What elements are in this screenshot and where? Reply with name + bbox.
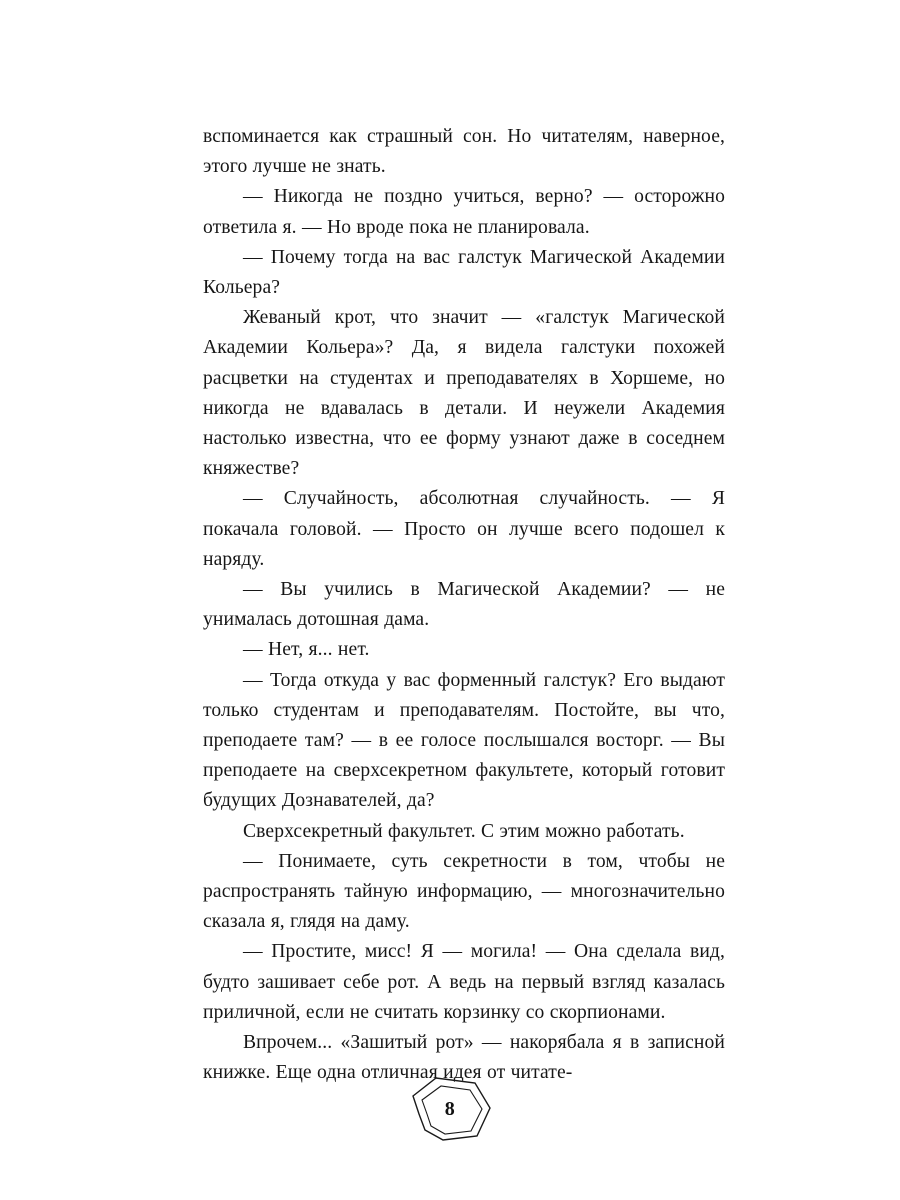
body-text-column bbox=[203, 122, 725, 1089]
paragraph: Жеваный крот, что значит — «галстук Магической Академии Кольера»? Да, я видела галстуки похожей расцветки на студентах и преподавателях в Хоршеме, но никогда не вдавалась в детали. И неужели Академия настолько известна, что ее форму узнают даже в соседнем княжестве? bbox=[203, 307, 725, 480]
paragraph: — Понимаете, суть секретности в том, чтобы не распространять тайную информацию, — многозначительно сказала я, глядя на даму. bbox=[203, 850, 725, 933]
paragraph: — Почему тогда на вас галстук Магической Академии Кольера? bbox=[203, 246, 725, 299]
paragraph: — Никогда не поздно учиться, верно? — осторожно ответила я. — Но вроде пока не планировала. bbox=[203, 186, 725, 238]
paragraph: — Тогда откуда у вас форменный галстук? Его выдают только студентам и преподавателям. Постойте, вы что, преподаете там? — в ее голосе послышался восторг. — Вы преподаете на сверхсекретном факультете, который готовит будущих Дознавателей, да? bbox=[203, 669, 725, 812]
page-number: 8 bbox=[444, 1097, 456, 1120]
page-number-ornament bbox=[403, 1074, 497, 1142]
paragraph: — Простите, мисс! Я — могила! — Она сделала вид, будто зашивает себе рот. А ведь на первый взгляд казалась приличной, если не считать корзинку со скорпионами. bbox=[203, 941, 725, 1023]
paragraph: — Нет, я... нет. bbox=[243, 639, 370, 661]
paragraph: — Вы учились в Магической Академии? — не унималась дотошная дама. bbox=[203, 579, 725, 631]
paragraph: — Случайность, абсолютная случайность. — Я покачала головой. — Просто он лучше всего подошел к наряду. bbox=[203, 488, 725, 570]
page-footer bbox=[0, 1068, 900, 1148]
paragraph: Впрочем... «Зашитый рот» — накорябала я в записной книжке. Еще одна отличная идея от читате- bbox=[203, 1032, 725, 1084]
paragraph: вспоминается как страшный сон. Но читателям, наверное, этого лучше не знать. bbox=[203, 126, 725, 178]
paragraph: Сверхсекретный факультет. С этим можно работать. bbox=[243, 820, 685, 842]
